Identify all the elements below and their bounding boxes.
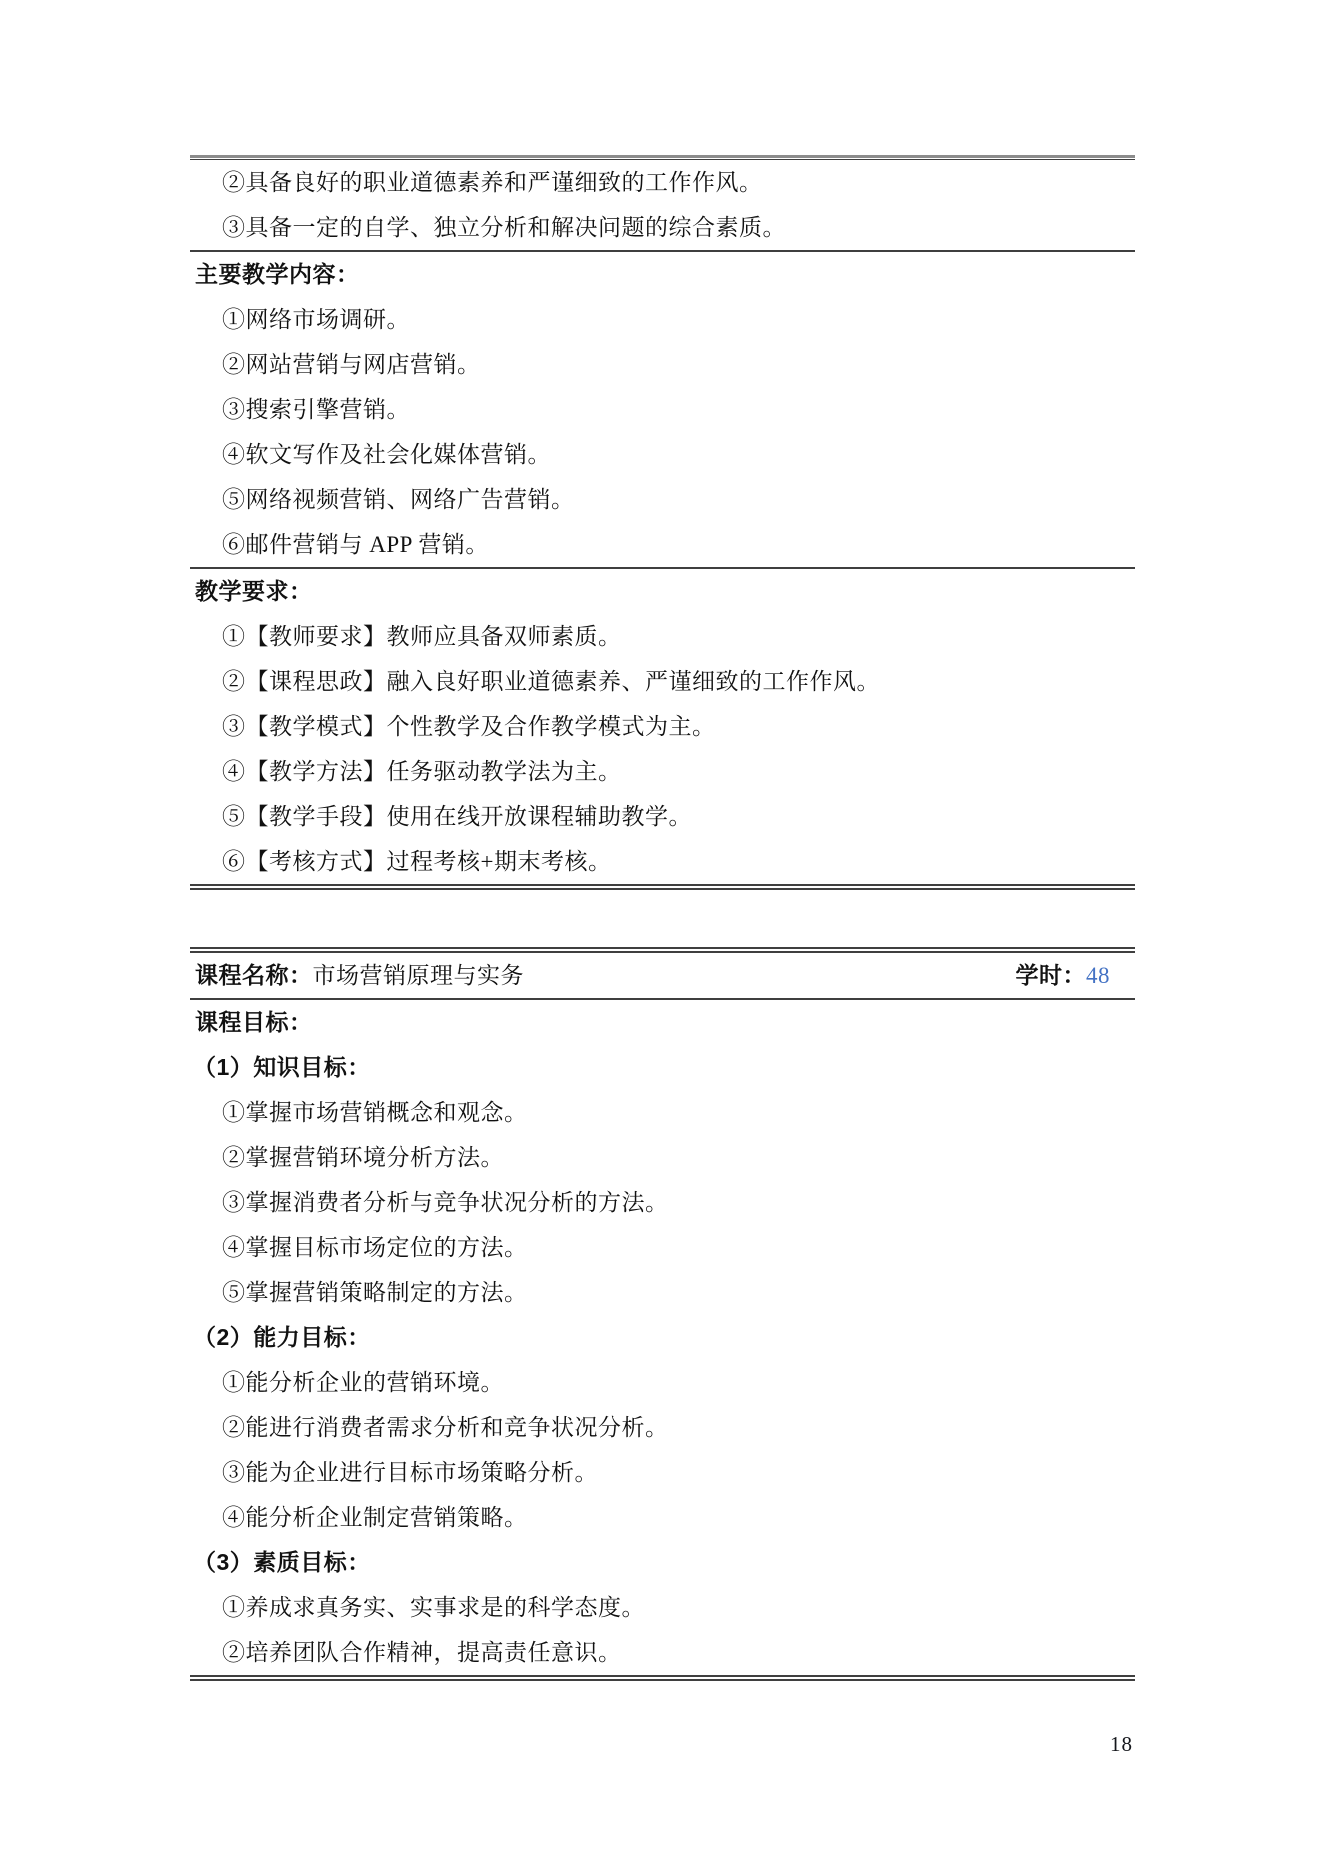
knowledge-objective-item: ①掌握市场营销概念和观念。 bbox=[222, 1100, 528, 1125]
quality-objective-item: ②培养团队合作精神，提高责任意识。 bbox=[222, 1640, 622, 1665]
ability-objectives-title: （2）能力目标： bbox=[193, 1324, 371, 1350]
teaching-content-heading: 主要教学内容： bbox=[195, 261, 360, 287]
knowledge-objective-item: ⑤掌握营销策略制定的方法。 bbox=[222, 1280, 528, 1305]
teaching-content-item: ⑤网络视频营销、网络广告营销。 bbox=[222, 487, 575, 512]
course-hours-label: 学时： bbox=[1015, 962, 1086, 988]
course-objectives-heading: 课程目标： bbox=[195, 1009, 313, 1035]
ability-objective-item: ③能为企业进行目标市场策略分析。 bbox=[222, 1460, 598, 1485]
table-gap bbox=[190, 890, 1135, 947]
teaching-content-item: ③搜索引擎营销。 bbox=[222, 397, 410, 422]
document-content bbox=[190, 155, 1135, 1757]
quality-item: ③具备一定的自学、独立分析和解决问题的综合素质。 bbox=[222, 215, 786, 240]
knowledge-objective-item: ③掌握消费者分析与竞争状况分析的方法。 bbox=[222, 1190, 669, 1215]
teaching-requirement-item: ④【教学方法】任务驱动教学法为主。 bbox=[222, 759, 622, 784]
teaching-requirements-heading: 教学要求： bbox=[195, 578, 313, 604]
ability-objective-item: ④能分析企业制定营销策略。 bbox=[222, 1505, 528, 1530]
table-bottom-border bbox=[190, 1675, 1135, 1681]
course-name bbox=[195, 953, 524, 998]
teaching-content-item: ②网站营销与网店营销。 bbox=[222, 352, 481, 377]
quality-objectives-title: （3）素质目标： bbox=[193, 1549, 371, 1575]
quality-item: ②具备良好的职业道德素养和严谨细致的工作作风。 bbox=[222, 170, 763, 195]
course-name-label: 课程名称： bbox=[195, 962, 313, 988]
knowledge-objective-item: ②掌握营销环境分析方法。 bbox=[222, 1145, 504, 1170]
ability-objective-item: ①能分析企业的营销环境。 bbox=[222, 1370, 504, 1395]
teaching-content-item: ④软文写作及社会化媒体营销。 bbox=[222, 442, 551, 467]
teaching-requirement-item: ⑤【教学手段】使用在线开放课程辅助教学。 bbox=[222, 804, 692, 829]
teaching-requirement-item: ①【教师要求】教师应具备双师素质。 bbox=[222, 624, 622, 649]
course-hours-value: 48 bbox=[1086, 963, 1110, 988]
course-hours bbox=[1016, 953, 1111, 998]
teaching-content-item: ⑥邮件营销与 APP 营销。 bbox=[222, 532, 489, 557]
teaching-requirement-item: ③【教学模式】个性教学及合作教学模式为主。 bbox=[222, 714, 716, 739]
knowledge-objective-item: ④掌握目标市场定位的方法。 bbox=[222, 1235, 528, 1260]
teaching-requirement-item: ②【课程思政】融入良好职业道德素养、严谨细致的工作作风。 bbox=[222, 669, 880, 694]
course-header-row bbox=[190, 953, 1135, 998]
knowledge-objectives-title: （1）知识目标： bbox=[193, 1054, 371, 1080]
ability-objective-item: ②能进行消费者需求分析和竞争状况分析。 bbox=[222, 1415, 669, 1440]
course-name-value: 市场营销原理与实务 bbox=[312, 963, 524, 988]
page-number: 18 bbox=[1110, 1732, 1133, 1756]
quality-objective-item: ①养成求真务实、实事求是的科学态度。 bbox=[222, 1595, 645, 1620]
teaching-requirement-item: ⑥【考核方式】过程考核+期末考核。 bbox=[222, 849, 612, 874]
teaching-content-item: ①网络市场调研。 bbox=[222, 307, 410, 332]
